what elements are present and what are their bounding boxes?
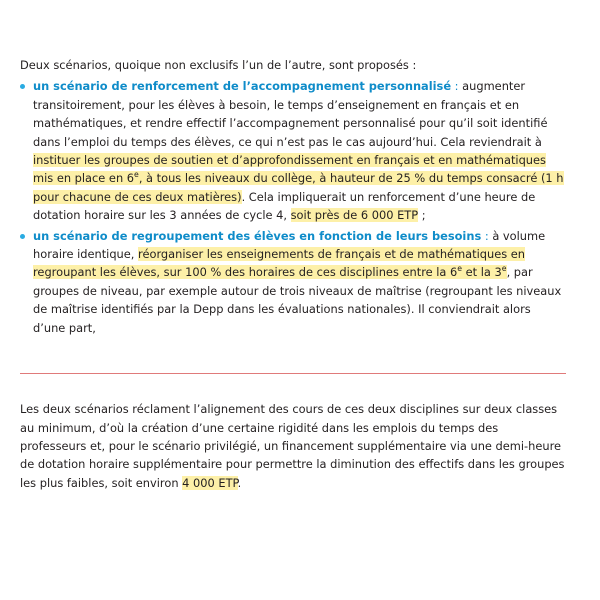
closing-paragraph	[20, 400, 566, 492]
scenario-2-highlight-1-mid: et la 3	[462, 265, 502, 280]
closing-part2: .	[237, 475, 242, 490]
scenario-2-highlight-1-sup1: e	[457, 264, 463, 274]
scenario-2-separator: :	[481, 228, 493, 243]
scenario-1-highlight-2: soit près de 6 000 ETP	[290, 208, 419, 223]
scenario-1-body-part1: augmenter transitoirement, pour les élèves à besoin, le temps d’enseignement en français et en mathématiques, et rendre effectif l’accompagnement personnalisé pour qu’il soit identifié dans l’emploi du temps des élèves, ce qui n’est pas le cas aujourd’hui. Cela reviendrait à	[33, 79, 548, 149]
scenario-2-body-part1: à volume horaire identique,	[33, 228, 546, 262]
scenario-2-body-part2: , par groupes de niveau, par exemple autour de trois niveaux de maîtrise (regroupant les niveaux de maîtrise identifiés par la Depp dans les évaluations nationales). Il conviendrait alors d’une part,	[33, 265, 562, 335]
scenario-1-lead: un scénario de renforcement de l’accompagnement personnalisé	[33, 79, 452, 94]
scenario-2-lead: un scénario de regroupement des élèves en fonction de leurs besoins	[33, 228, 482, 243]
scenario-list	[20, 77, 566, 337]
list-item-scenario-2	[20, 227, 566, 337]
scenario-1-separator: :	[451, 79, 463, 94]
scenario-2-highlight-1a: réorganiser les enseignements de français et de mathématiques en regroupant les élèves, sur 100 % des horaires de ces disciplines entre la 6	[33, 247, 526, 280]
section-divider	[20, 373, 566, 374]
scenario-1-highlight-1b: , à tous les niveaux du collège, à hauteur de 25 % du temps consacré (1 h pour chacune de ces deux matières)	[33, 171, 564, 204]
closing-highlight: 4 000 ETP	[182, 475, 238, 490]
scenario-1-highlight-1-sup: e	[134, 170, 139, 180]
scenario-2-highlight-1-sup2: e	[501, 264, 507, 274]
intro-paragraph: Deux scénarios, quoique non exclusifs l’un de l’autre, sont proposés :	[20, 58, 417, 72]
closing-part1: Les deux scénarios réclament l’alignement des cours de ces deux disciplines sur deux classes au minimum, d’où la création d’une certaine rigidité dans les emplois du temps des professeurs et, pour le scénario privilégié, un financement supplémentaire via une demi-heure de dotation horaire supplémentaire pour permettre la diminution des effectifs dans les groupes les plus faibles, soit environ	[20, 402, 565, 490]
scenario-1-body-part2: . Cela impliquerait un renforcement d’une heure de dotation horaire sur les 3 années de cycle 4,	[33, 189, 536, 223]
scenario-1-body-part3: ;	[418, 208, 426, 223]
list-item-scenario-1	[20, 77, 566, 224]
scenario-1-highlight-1a: instituer les groupes de soutien et d’approfondissement en français et en mathématiques mis en place en 6	[33, 153, 546, 186]
